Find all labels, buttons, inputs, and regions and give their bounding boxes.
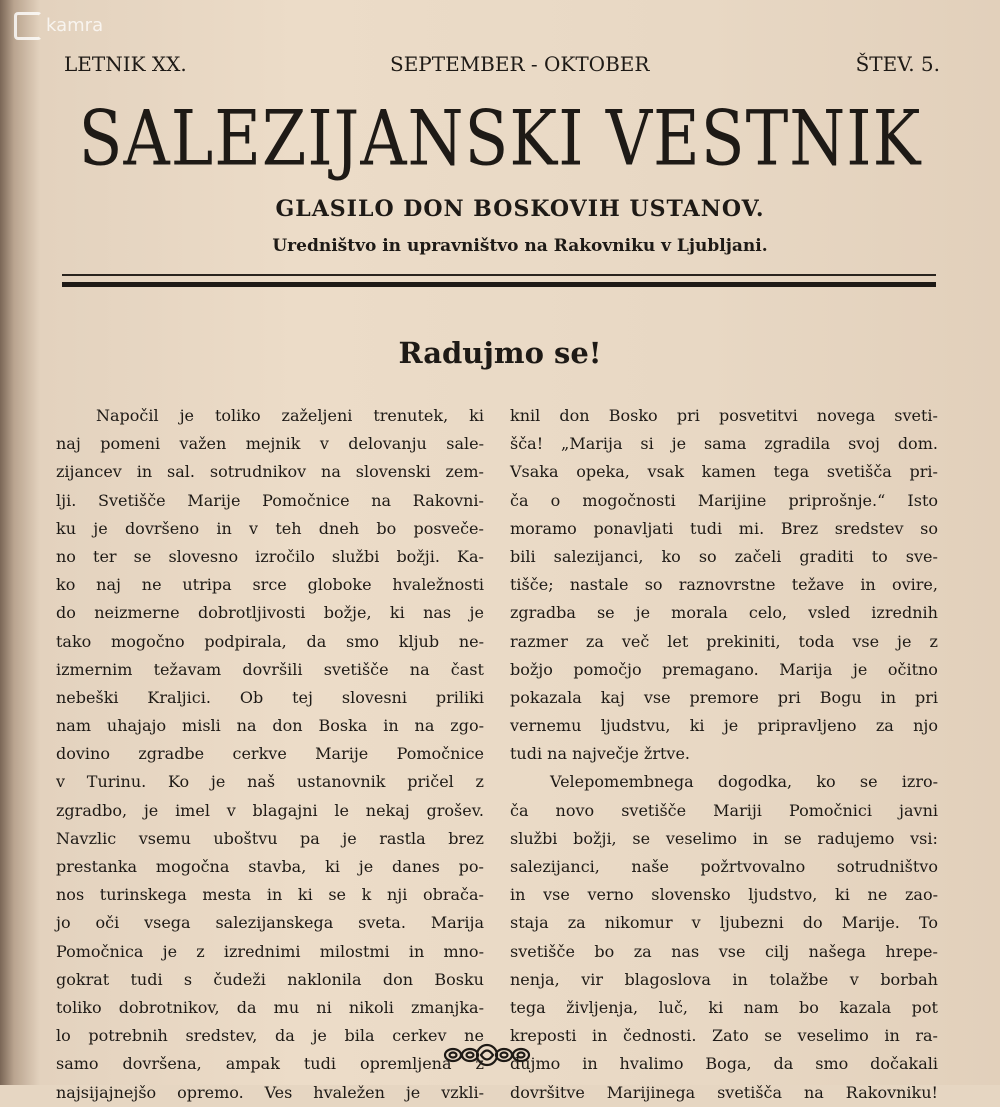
- text-line: službi božji, se veselimo in se radujemo vsi:: [510, 828, 938, 848]
- text-line: dujmo in hvalimo Boga, da smo dočakali: [510, 1054, 938, 1074]
- masthead-address: Uredništvo in upravništvo na Rakovniku v Ljubljani.: [272, 236, 768, 256]
- text-line: nos turinskega mesta in ki se k nji obrača-: [56, 885, 484, 905]
- text-line: tudi na največje žrtve.: [510, 744, 690, 764]
- text-line: pokazala kaj vse premore pri Bogu in pri: [510, 687, 938, 707]
- text-line: lo potrebnih sredstev, da je bila cerkev ne: [56, 1026, 484, 1046]
- article-column-left: [56, 402, 484, 1107]
- masthead-title: SALEZIJANSKI VESTNIK: [78, 96, 922, 184]
- text-line: svetišče bo za nas vse cilj našega hrepe-: [510, 941, 938, 961]
- ornament-icon: [442, 1042, 532, 1068]
- text-line: Navzlic vsemu uboštvu pa je rastla brez: [56, 828, 484, 848]
- article-title: Radujmo se!: [398, 336, 602, 370]
- text-line: naj pomeni važen mejnik v delovanju sale-: [56, 434, 484, 454]
- text-line: no ter se slovesno izročilo službi božji. Ka-: [56, 546, 484, 566]
- issue-number: ŠTEV. 5.: [855, 52, 940, 76]
- text-line: nebeški Kraljici. Ob tej slovesni priliki: [56, 687, 484, 707]
- text-line: nenja, vir blagoslova in tolažbe v borbah: [510, 969, 938, 989]
- text-line: toliko dobrotnikov, da mu ni nikoli zmanjka-: [56, 997, 484, 1017]
- volume-label: LETNIK XX.: [64, 52, 187, 76]
- text-line: izmernim težavam dovršili svetišče na čast: [56, 659, 484, 679]
- text-line: moramo ponavljati tudi mi. Brez sredstev so: [510, 518, 938, 538]
- text-line: bili salezijanci, ko so začeli graditi to sve-: [510, 546, 938, 566]
- text-line: zijancev in sal. sotrudnikov na slovenski zem-: [56, 462, 484, 482]
- text-line: Velepomembnega dogodka, ko se izro-: [550, 772, 938, 792]
- text-line: dovršitve Marijinega svetišča na Rakovniku!: [510, 1082, 938, 1102]
- text-line: vernemu ljudstvu, ki je pripravljeno za njo: [510, 716, 938, 736]
- text-line: samo dovršena, ampak tudi opremljena z: [56, 1054, 484, 1074]
- text-line: do neizmerne dobrotljivosti božje, ki nas je: [56, 603, 484, 623]
- text-line: v Turinu. Ko je naš ustanovnik pričel z: [56, 772, 484, 792]
- text-line: prestanka mogočna stavba, ki je danes po-: [56, 857, 484, 876]
- text-line: knil don Bosko pri posvetitvi novega sveti-: [510, 406, 938, 425]
- text-line: božjo pomočjo premagano. Marija je očitno: [510, 659, 938, 679]
- masthead-subtitle: GLASILO DON BOSKOVIH USTANOV.: [275, 196, 765, 222]
- watermark-logo-icon: [14, 12, 42, 40]
- text-line: Napočil je toliko zaželjeni trenutek, ki: [96, 406, 484, 425]
- divider-thin: [62, 274, 936, 276]
- text-line: ku je dovršeno in v teh dneh bo posveče-: [56, 518, 484, 538]
- article-column-right: [510, 402, 938, 1107]
- text-line: dovino zgradbe cerkve Marije Pomočnice: [56, 744, 484, 764]
- text-line: Vsaka opeka, vsak kamen tega svetišča pri-: [510, 462, 938, 482]
- text-line: ko naj ne utripa srce globoke hvaležnosti: [56, 575, 484, 595]
- text-line: šča! „Marija si je sama zgradila svoj dom.: [510, 434, 938, 454]
- text-line: staja za nikomur v ljubezni do Marije. To: [510, 913, 938, 933]
- text-line: nam uhajajo misli na don Boska in na zgo-: [56, 716, 484, 736]
- text-line: lji. Svetišče Marije Pomočnice na Rakovni-: [56, 490, 484, 510]
- issue-header: [64, 52, 940, 82]
- text-line: ča o mogočnosti Marijine priprošnje.“ Isto: [510, 490, 938, 510]
- text-line: Pomočnica je z izrednimi milostmi in mno-: [56, 941, 484, 961]
- text-line: in vse verno slovensko ljudstvo, ki ne zao-: [510, 885, 938, 905]
- text-line: tako mogočno podpirala, da smo kljub ne-: [56, 631, 484, 651]
- text-line: ča novo svetišče Mariji Pomočnici javni: [510, 800, 938, 820]
- watermark: [14, 12, 103, 40]
- text-line: najsijajnejšo opremo. Ves hvaležen je vzkli-: [56, 1082, 484, 1102]
- text-line: jo oči vsega salezijanskega sveta. Marija: [56, 913, 484, 933]
- text-line: kreposti in čednosti. Zato se veselimo in ra-: [510, 1026, 938, 1046]
- divider-thick: [62, 282, 936, 287]
- text-line: tišče; nastale so raznovrstne težave in ovire,: [510, 575, 938, 595]
- issue-date: SEPTEMBER - OKTOBER: [390, 52, 650, 76]
- text-line: zgradba se je morala celo, vsled izrednih: [510, 603, 938, 623]
- text-line: zgradbo, je imel v blagajni le nekaj grošev.: [56, 800, 484, 820]
- text-line: tega življenja, luč, ki nam bo kazala pot: [510, 997, 938, 1017]
- watermark-text: kamra: [46, 15, 104, 36]
- text-line: gokrat tudi s čudeži naklonila don Bosku: [56, 969, 484, 989]
- text-line: razmer za več let prekiniti, toda vse je z: [510, 631, 938, 651]
- text-line: salezijanci, naše požrtvovalno sotrudništvo: [510, 857, 938, 876]
